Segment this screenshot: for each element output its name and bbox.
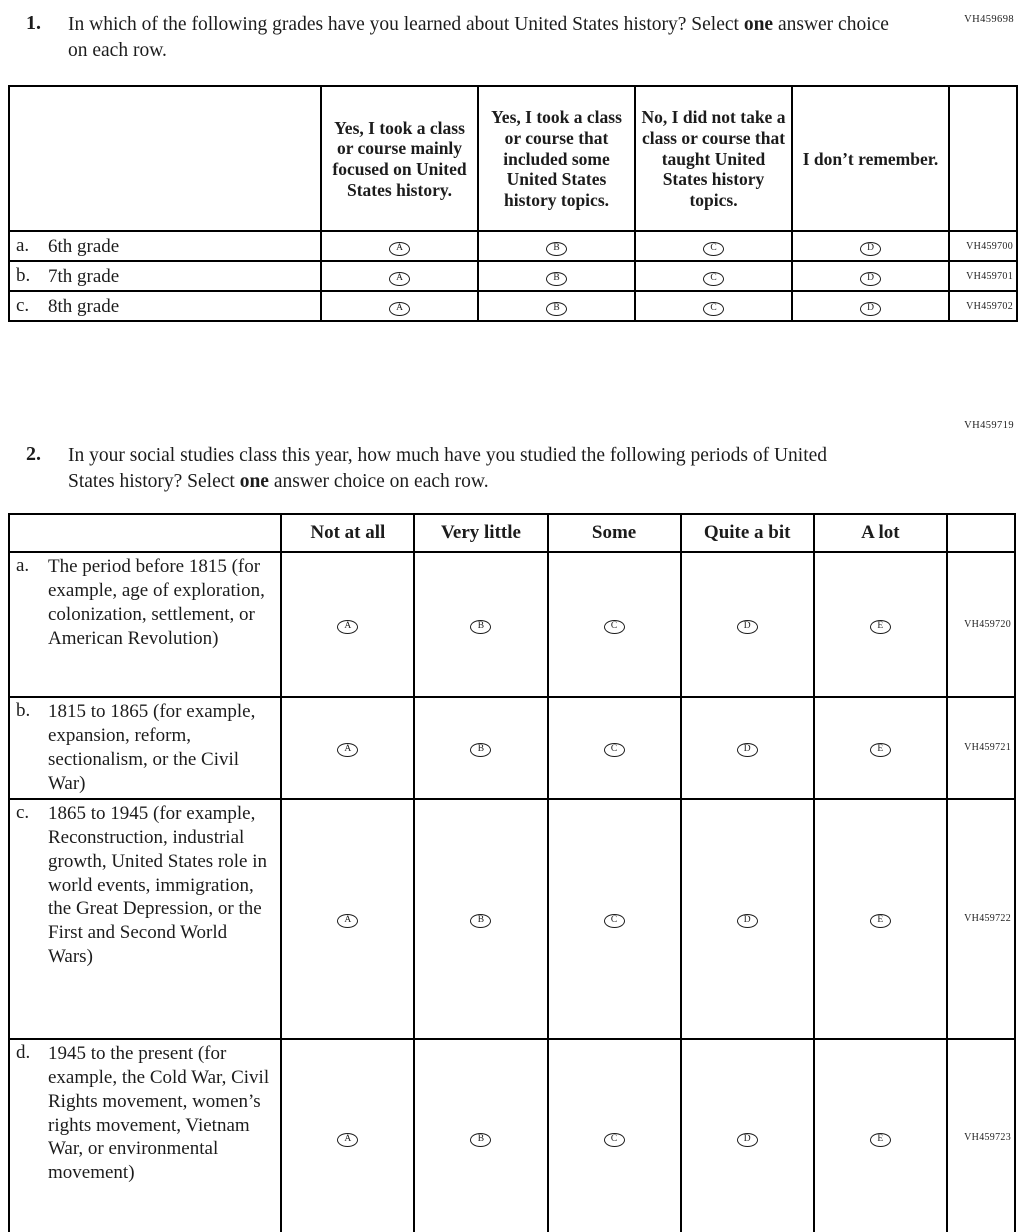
bubble-B[interactable]: B	[470, 743, 491, 757]
answer-cell	[814, 552, 947, 697]
answer-cell	[792, 291, 949, 321]
row-code: VH459702	[949, 291, 1017, 321]
row-text: The period before 1815 (for example, age of exploration, colonization, settlement, or American Revolution)	[48, 555, 265, 649]
answer-cell	[321, 261, 478, 291]
bubble-E[interactable]: E	[870, 914, 891, 928]
bubble-B[interactable]: B	[546, 242, 567, 256]
q2-column-header: Very little	[414, 514, 547, 552]
bubble-D[interactable]: D	[860, 302, 881, 316]
answer-cell	[321, 291, 478, 321]
bubble-D[interactable]: D	[860, 272, 881, 286]
question-1-text-before: In which of the following grades have you learned about United States history? Select	[68, 14, 739, 35]
row-letter: d.	[16, 1041, 31, 1063]
row-code: VH459722	[947, 799, 1015, 1039]
bubble-B[interactable]: B	[470, 914, 491, 928]
q1-row-a	[9, 231, 1017, 261]
question-1	[0, 12, 1028, 63]
row-label	[9, 697, 281, 799]
answer-cell	[478, 261, 635, 291]
bubble-B[interactable]: B	[546, 272, 567, 286]
row-text: 1945 to the present (for example, the Cold War, Civil Rights movement, women’s rights movement, Vietnam War, or environmental movement)	[48, 1042, 270, 1184]
q2-table	[8, 513, 1016, 1232]
q2-column-header: Not at all	[281, 514, 414, 552]
bubble-A[interactable]: A	[389, 272, 410, 286]
q1-column-header: No, I did not take a class or course that taught United States history topics.	[635, 86, 792, 231]
question-2-text-bold: one	[239, 471, 269, 493]
bubble-C[interactable]: C	[703, 302, 724, 316]
row-letter: a.	[16, 554, 30, 576]
q2-column-header: A lot	[814, 514, 947, 552]
question-2	[0, 443, 1028, 494]
bubble-E[interactable]: E	[870, 620, 891, 634]
question-1-text-bold: one	[743, 14, 774, 35]
row-letter: c.	[16, 801, 30, 823]
answer-cell	[548, 1039, 681, 1232]
row-letter: c.	[16, 294, 30, 316]
row-label	[9, 799, 281, 1039]
bubble-D[interactable]: D	[737, 743, 758, 757]
bubble-C[interactable]: C	[703, 272, 724, 286]
question-1-number: 1.	[26, 12, 41, 34]
answer-cell	[814, 799, 947, 1039]
bubble-A[interactable]: A	[337, 1133, 358, 1147]
row-label	[9, 291, 321, 321]
answer-cell	[681, 799, 814, 1039]
question-2-number: 2.	[26, 443, 41, 466]
row-code: VH459721	[947, 697, 1015, 799]
q2-row-d	[9, 1039, 1015, 1232]
row-text: 7th grade	[48, 265, 120, 287]
q2-header-row	[9, 514, 1015, 552]
q1-column-header: Yes, I took a class or course that included some United States history topics.	[478, 86, 635, 231]
q2-column-header: Quite a bit	[681, 514, 814, 552]
bubble-E[interactable]: E	[870, 1133, 891, 1147]
answer-cell	[414, 697, 547, 799]
answer-cell	[635, 291, 792, 321]
row-label	[9, 1039, 281, 1232]
answer-cell	[548, 799, 681, 1039]
bubble-A[interactable]: A	[337, 743, 358, 757]
answer-cell	[321, 231, 478, 261]
row-text: 1815 to 1865 (for example, expansion, reform, sectionalism, or the Civil War)	[48, 700, 256, 794]
bubble-B[interactable]: B	[470, 1133, 491, 1147]
q1-header-row	[9, 86, 1017, 231]
row-text: 1865 to 1945 (for example, Reconstruction, industrial growth, United States role in world events, immigration, the Great Depression, or the First and Second World Wars)	[48, 802, 267, 968]
form-code-top: VH459698	[964, 14, 1014, 25]
row-label	[9, 552, 281, 697]
row-code: VH459700	[949, 231, 1017, 261]
answer-cell	[681, 697, 814, 799]
answer-cell	[548, 697, 681, 799]
question-2-text-after: answer choice on each row.	[273, 471, 489, 493]
q2-header-stub	[9, 514, 281, 552]
q1-column-header: Yes, I took a class or course mainly focused on United States history.	[321, 86, 478, 231]
bubble-C[interactable]: C	[604, 1133, 625, 1147]
form-code-q2: VH459719	[964, 420, 1014, 432]
answer-cell	[478, 231, 635, 261]
row-letter: b.	[16, 699, 31, 721]
answer-cell	[792, 231, 949, 261]
question-1-text	[68, 12, 913, 63]
answer-cell	[681, 552, 814, 697]
row-label	[9, 261, 321, 291]
question-2-text	[68, 443, 858, 494]
q1-header-stub	[9, 86, 321, 231]
bubble-D[interactable]: D	[860, 242, 881, 256]
answer-cell	[478, 291, 635, 321]
question-2-text-before: In your social studies class this year, how much have you studied the following periods of United States history? Select	[68, 445, 828, 493]
bubble-B[interactable]: B	[470, 620, 491, 634]
row-letter: b.	[16, 264, 31, 286]
question-1-text-after: answer choice on each row.	[68, 14, 889, 61]
bubble-C[interactable]: C	[604, 743, 625, 757]
row-code: VH459701	[949, 261, 1017, 291]
answer-cell	[414, 799, 547, 1039]
bubble-A[interactable]: A	[389, 242, 410, 256]
answer-cell	[635, 231, 792, 261]
q2-column-header: Some	[548, 514, 681, 552]
row-code: VH459720	[947, 552, 1015, 697]
bubble-A[interactable]: A	[337, 914, 358, 928]
answer-cell	[814, 1039, 947, 1232]
bubble-D[interactable]: D	[737, 1133, 758, 1147]
answer-cell	[281, 552, 414, 697]
answer-cell	[414, 552, 547, 697]
bubble-D[interactable]: D	[737, 914, 758, 928]
q1-row-c	[9, 291, 1017, 321]
answer-cell	[281, 1039, 414, 1232]
q1-header-code-stub	[949, 86, 1017, 231]
q1-table	[8, 85, 1018, 322]
q2-row-b	[9, 697, 1015, 799]
bubble-D[interactable]: D	[737, 620, 758, 634]
q1-row-b	[9, 261, 1017, 291]
bubble-C[interactable]: C	[703, 242, 724, 256]
bubble-C[interactable]: C	[604, 620, 625, 634]
bubble-B[interactable]: B	[546, 302, 567, 316]
answer-cell	[281, 799, 414, 1039]
answer-cell	[681, 1039, 814, 1232]
q2-row-a	[9, 552, 1015, 697]
answer-cell	[281, 697, 414, 799]
q1-column-header: I don’t remember.	[792, 86, 949, 231]
bubble-A[interactable]: A	[389, 302, 410, 316]
answer-cell	[792, 261, 949, 291]
bubble-C[interactable]: C	[604, 914, 625, 928]
answer-cell	[414, 1039, 547, 1232]
row-text: 8th grade	[48, 295, 120, 317]
q2-row-c	[9, 799, 1015, 1039]
row-code: VH459723	[947, 1039, 1015, 1232]
row-letter: a.	[16, 234, 30, 256]
row-text: 6th grade	[48, 235, 120, 257]
bubble-E[interactable]: E	[870, 743, 891, 757]
row-label	[9, 231, 321, 261]
answer-cell	[548, 552, 681, 697]
answer-cell	[635, 261, 792, 291]
bubble-A[interactable]: A	[337, 620, 358, 634]
q2-header-code-stub	[947, 514, 1015, 552]
answer-cell	[814, 697, 947, 799]
